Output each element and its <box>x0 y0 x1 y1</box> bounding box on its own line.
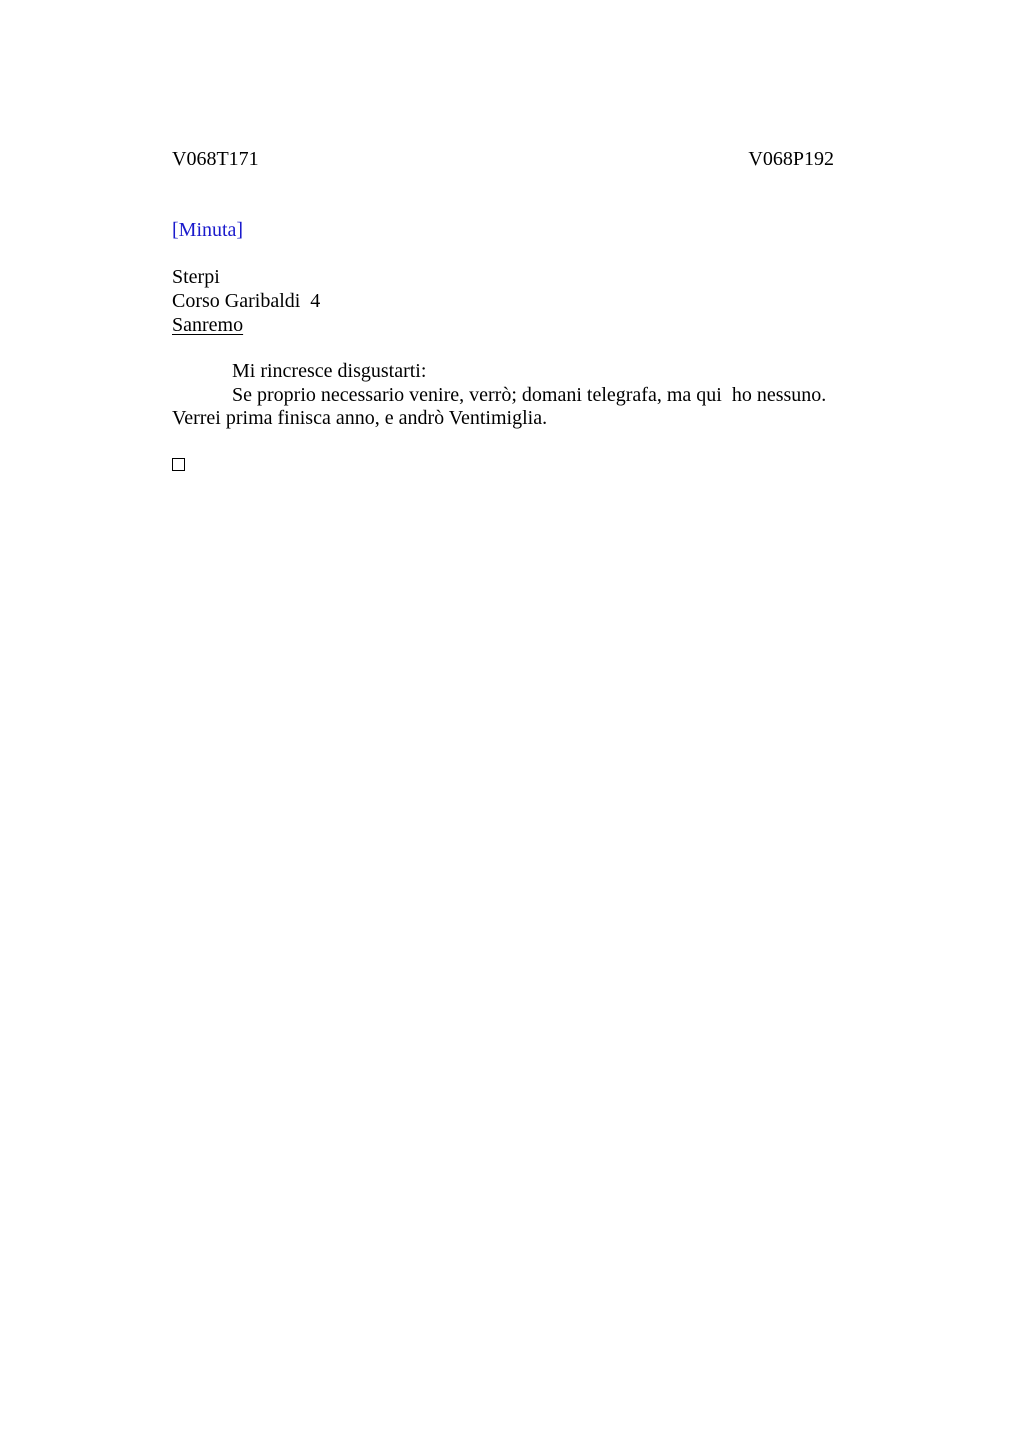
recipient-city: Sanremo <box>172 314 244 336</box>
recipient-name: Sterpi <box>172 266 220 288</box>
document-id-left: V068T171 <box>172 148 259 170</box>
empty-square-icon <box>172 458 185 471</box>
document-id-right: V068P192 <box>748 148 834 170</box>
body-line-1: Mi rincresce disgustarti: <box>232 360 427 382</box>
body-line-2: Se proprio necessario venire, verrò; domani telegrafa, ma qui ho nessuno. <box>232 383 827 406</box>
document-header <box>172 146 834 172</box>
recipient-street: Corso Garibaldi 4 <box>172 290 321 312</box>
body-line-3: Verrei prima finisca anno, e andrò Ventimiglia. <box>172 407 548 429</box>
address-block <box>172 265 320 337</box>
minuta-label: [Minuta] <box>172 219 244 241</box>
letter-body <box>172 360 862 431</box>
